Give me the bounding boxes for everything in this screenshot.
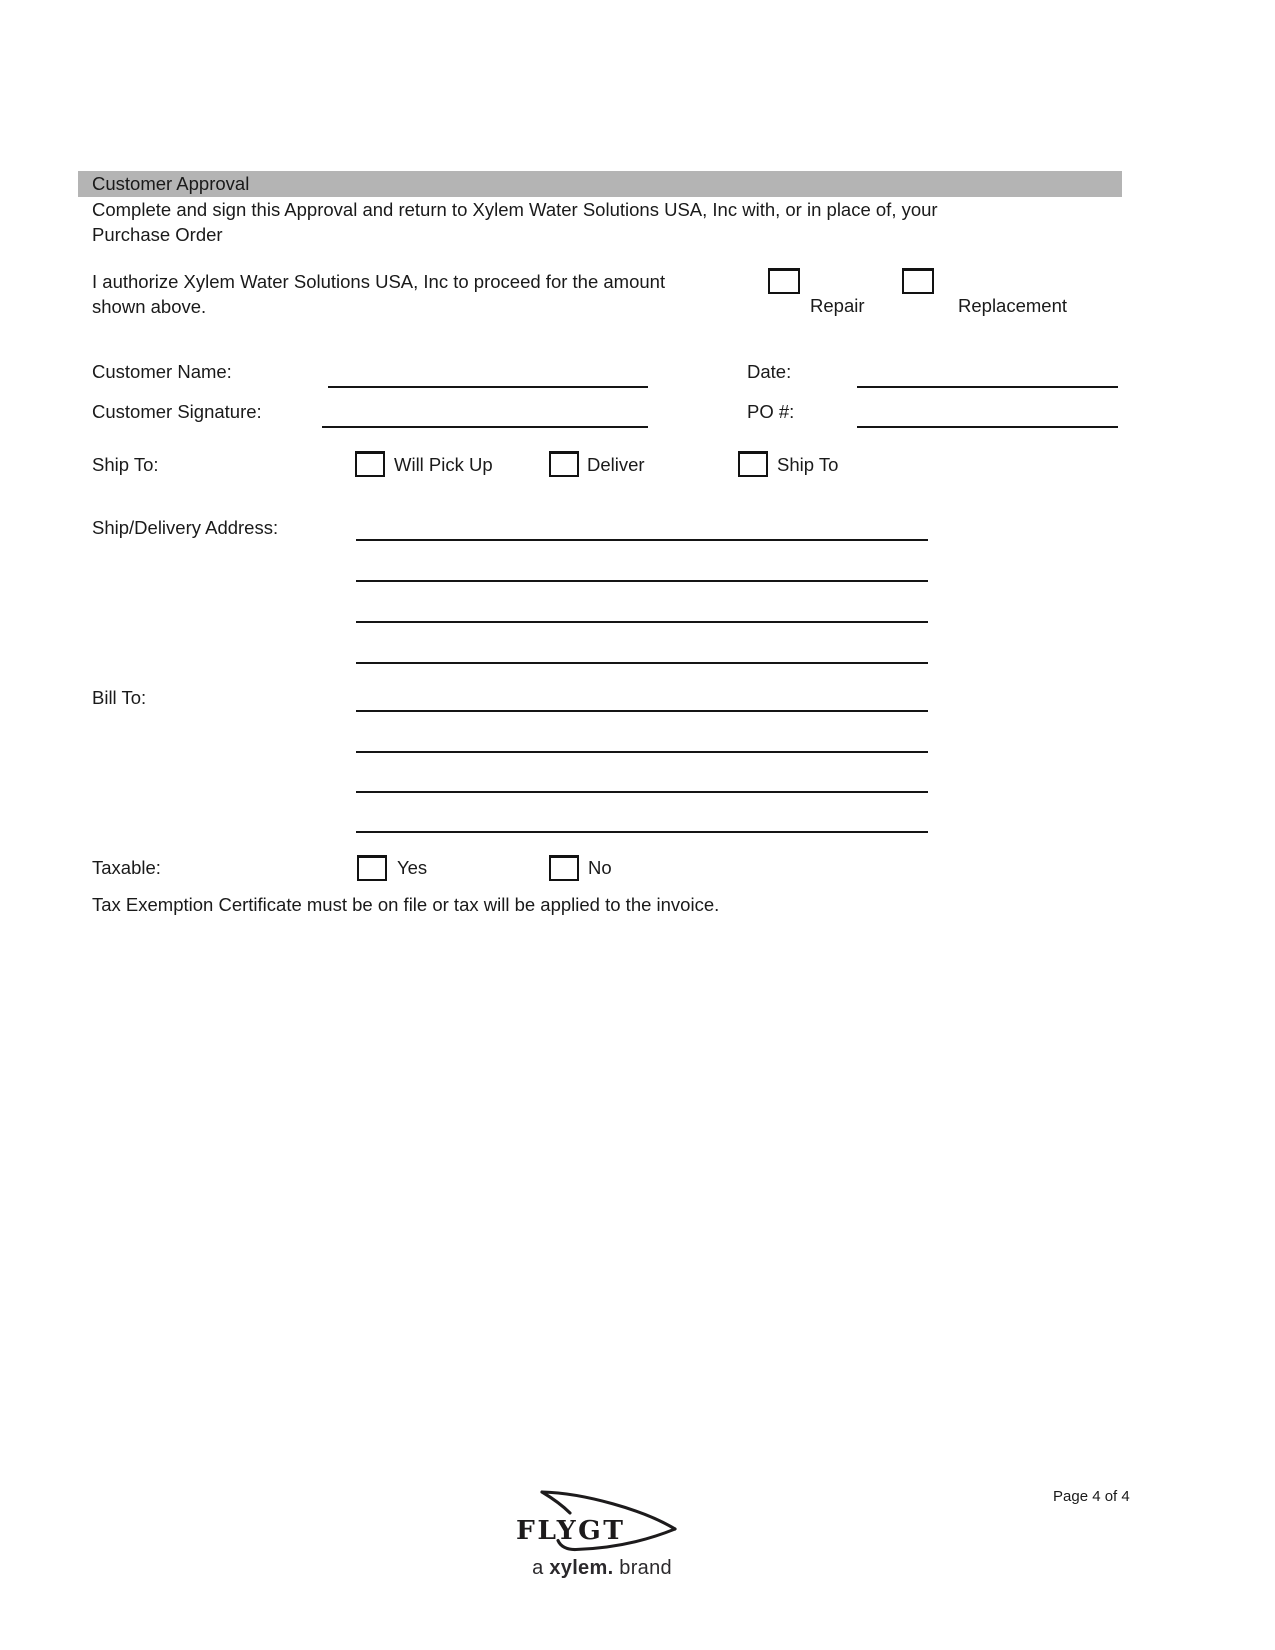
ship-delivery-address-label: Ship/Delivery Address: <box>92 517 279 538</box>
address-line[interactable] <box>356 603 928 623</box>
flygt-arrow-icon <box>512 1486 692 1554</box>
section-title: Customer Approval <box>92 173 250 194</box>
page-number: Page 4 of 4 <box>1053 1488 1130 1505</box>
address-line[interactable] <box>356 562 928 582</box>
tagline-suffix: brand <box>613 1557 672 1579</box>
bill-to-line[interactable] <box>356 813 928 833</box>
authorize-text-line1: I authorize Xylem Water Solutions USA, Inc to proceed for the amount <box>92 271 666 292</box>
ship-to-checkbox[interactable] <box>738 451 768 477</box>
deliver-checkbox[interactable] <box>549 451 579 477</box>
customer-name-line[interactable] <box>328 368 648 388</box>
bill-to-label: Bill To: <box>92 687 147 708</box>
tagline-dot: . <box>607 1557 614 1579</box>
tax-note: Tax Exemption Certificate must be on file or tax will be applied to the invoice. <box>92 894 720 915</box>
customer-signature-label: Customer Signature: <box>92 401 262 422</box>
taxable-label: Taxable: <box>92 857 161 878</box>
customer-signature-line[interactable] <box>322 408 648 428</box>
bill-to-line[interactable] <box>356 733 928 753</box>
repair-label: Repair <box>810 295 865 316</box>
tagline-brand: xylem <box>549 1557 608 1579</box>
intro-text-line2: Purchase Order <box>92 223 223 245</box>
intro-text-line1: Complete and sign this Approval and return to Xylem Water Solutions USA, Inc with, or in place of, your <box>92 199 938 220</box>
po-number-label: PO #: <box>747 401 795 422</box>
ship-to-option-label: Ship To <box>777 454 839 475</box>
replacement-label: Replacement <box>958 295 1068 316</box>
authorize-text-line2: shown above. <box>92 296 207 317</box>
po-number-line[interactable] <box>857 408 1118 428</box>
authorize-text <box>92 269 752 319</box>
customer-name-label: Customer Name: <box>92 361 232 382</box>
date-label: Date: <box>747 361 792 382</box>
taxable-yes-label: Yes <box>397 857 428 878</box>
replacement-checkbox[interactable] <box>902 268 934 294</box>
ship-to-label: Ship To: <box>92 454 159 475</box>
will-pick-up-checkbox[interactable] <box>355 451 385 477</box>
flygt-logo <box>512 1486 692 1580</box>
flygt-wordmark: FLYGT <box>516 1515 626 1546</box>
section-header-bar <box>78 171 1122 197</box>
will-pick-up-label: Will Pick Up <box>394 454 493 475</box>
repair-checkbox[interactable] <box>768 268 800 294</box>
taxable-yes-checkbox[interactable] <box>357 855 387 881</box>
tagline-prefix: a <box>532 1557 550 1579</box>
deliver-label: Deliver <box>587 454 645 475</box>
bill-to-line[interactable] <box>356 773 928 793</box>
address-line[interactable] <box>356 521 928 541</box>
bill-to-line[interactable] <box>356 692 928 712</box>
intro-text <box>92 198 1072 247</box>
date-line[interactable] <box>857 368 1118 388</box>
xylem-tagline <box>512 1557 692 1580</box>
address-line[interactable] <box>356 644 928 664</box>
taxable-no-label: No <box>588 857 612 878</box>
taxable-no-checkbox[interactable] <box>549 855 579 881</box>
